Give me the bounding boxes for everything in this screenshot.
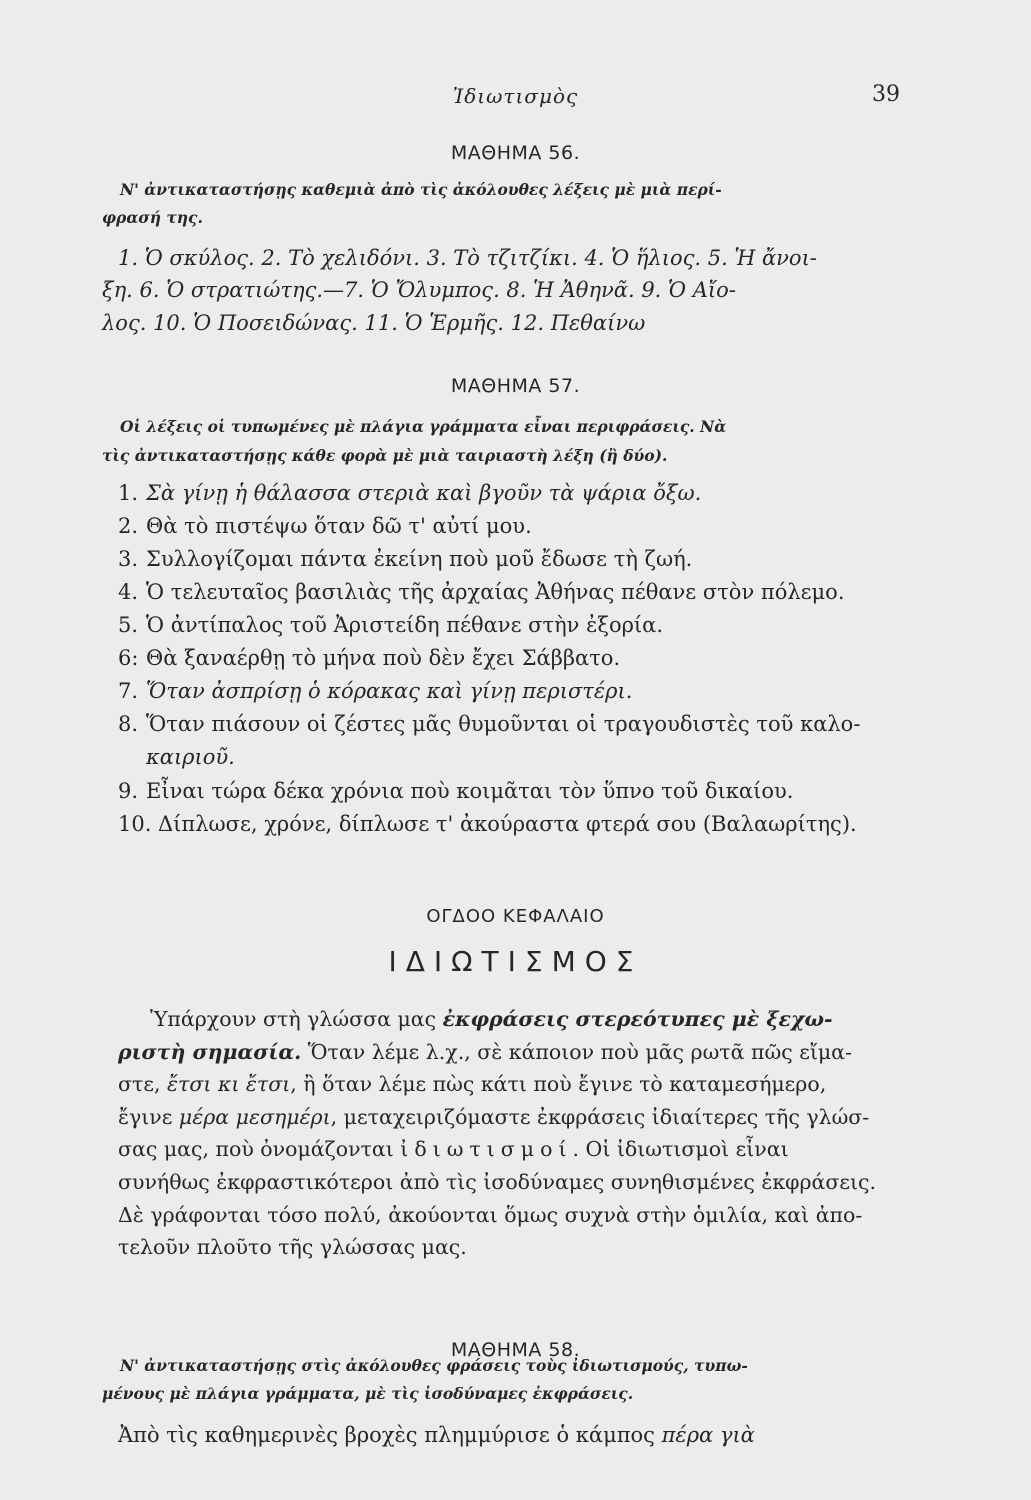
page-number: 39: [872, 82, 900, 107]
lesson-56-line: 1. Ὁ σκύλος. 2. Τὸ χελιδόνι. 3. Τὸ τζιτζίκι. 4. Ὁ ἥλιος. 5. Ἡ ἄνοι-: [118, 246, 817, 270]
item-number: 2.: [118, 514, 139, 538]
lesson-56-line: λος. 10. Ὁ Ποσειδώνας. 11. Ὁ Ἑρμῆς. 12. Πεθαίνω: [102, 311, 646, 335]
para-idiom: μέρα μεσημέρι: [178, 1104, 331, 1129]
para-emphasis: ἐκφράσεις στερεότυπες μὲ ξεχω-: [442, 1007, 833, 1031]
para-emphasis: ριστὴ σημασία.: [118, 1039, 302, 1064]
item-text: Δίπλωσε, χρόνε, δίπλωσε τ' ἀκούραστα φτερά σου (Βαλαωρίτης).: [158, 812, 857, 836]
lesson-57-item: [118, 610, 663, 640]
lesson-58-instruction-line: Ν' ἀντικαταστήσῃς στὶς ἀκόλουθες φράσεις τοὺς ἰδιωτισμούς, τυπω-: [120, 1356, 748, 1375]
para-idiom: ἔτσι κι ἔτσι: [167, 1072, 291, 1097]
para-line: Δὲ γράφονται τόσο πολύ, ἀκούονται ὅμως συχνὰ στὴν ὁμιλία, καὶ ἀπο-: [118, 1202, 863, 1227]
para-text: Ὑπάρχουν στὴ γλώσσα μας: [150, 1007, 443, 1031]
lesson-57-item: [118, 809, 857, 839]
item-number: 8.: [118, 712, 139, 736]
para-text: . Οἱ ἰδιωτισμοὶ εἶναι: [572, 1137, 789, 1162]
running-title: Ἰδιωτισμὸς: [452, 84, 579, 108]
item-number: 3.: [118, 547, 139, 571]
lesson-56-instruction-line: φρασή της.: [102, 208, 203, 227]
item-text: Ὅταν ἀσπρίσῃ ὁ κόρακας καὶ γίνῃ περιστέρι.: [146, 679, 633, 703]
item-text: Ὅταν πιάσουν οἱ ζέστες μᾶς θυμοῦνται οἱ τραγουδιστὲς τοῦ καλο-: [146, 712, 861, 736]
lesson-58-heading: ΜΑΘΗΜΑ 58.: [450, 1339, 581, 1361]
item-text: Σὰ γίνῃ ἡ θάλασσα στεριὰ καὶ βγοῦν τὰ ψάρια ὄξω.: [146, 481, 702, 505]
sentence-idiom: πέρα γιὰ: [661, 1423, 755, 1447]
item-text: Θὰ ξαναέρθῃ τὸ μήνα ποὺ δὲν ἔχει Σάββατο.: [146, 646, 621, 670]
sentence-text: Ἀπὸ τὶς καθημερινὲς βροχὲς πλημμύρισε ὁ κάμπος: [118, 1423, 662, 1447]
item-number: 1.: [118, 481, 139, 505]
item-number: 7.: [118, 679, 139, 703]
lesson-57-instruction-line: Οἱ λέξεις οἱ τυπωμένες μὲ πλάγια γράμματα εἶναι περιφράσεις. Νὰ: [120, 417, 727, 436]
item-text: Ὁ ἀντίπαλος τοῦ Ἀριστείδη πέθανε στὴν ἐξορία.: [146, 613, 664, 637]
para-text: ἔγινε: [118, 1104, 179, 1129]
chapter-intro-paragraph: [118, 1003, 898, 1264]
para-text: , ἢ ὅταν λέμε πὼς κάτι ποὺ ἔγινε τὸ καταμεσήμερο,: [290, 1072, 827, 1097]
item-number: 6:: [118, 646, 139, 670]
item-number: 4.: [118, 580, 139, 604]
lesson-57-item: [118, 776, 793, 806]
chapter-title: ΙΔΙΩΤΙΣΜΟΣ: [388, 945, 643, 978]
lesson-57-item: [118, 676, 632, 706]
para-text: στε,: [118, 1072, 167, 1097]
lesson-57-item: [118, 478, 701, 508]
lesson-56-line: ξη. 6. Ὁ στρατιώτης.—7. Ὁ Ὄλυμπος. 8. Ἡ Ἀθηνᾶ. 9. Ὁ Αἴο-: [102, 278, 736, 302]
item-text: Εἶναι τώρα δέκα χρόνια ποὺ κοιμᾶται τὸν ὕπνο τοῦ δικαίου.: [146, 779, 794, 803]
lesson-57-item: [118, 742, 235, 772]
lesson-57-item: [118, 511, 532, 541]
item-number: 9.: [118, 779, 139, 803]
lesson-57-item: [118, 643, 620, 673]
para-text: Ὅταν λέμε λ.χ., σὲ κάποιον ποὺ μᾶς ρωτᾶ πῶς εἴμα-: [301, 1039, 852, 1064]
item-text: καιριοῦ.: [146, 745, 235, 769]
para-text: σας μας, ποὺ ὀνομάζονται: [118, 1137, 401, 1162]
para-line: τελοῦν πλοῦτο τῆς γλώσσας μας.: [118, 1235, 467, 1260]
lesson-58-instruction-line: μένους μὲ πλάγια γράμματα, μὲ τὶς ἰσοδύναμες ἐκφράσεις.: [102, 1384, 634, 1403]
lesson-58-first-sentence: [118, 1420, 755, 1450]
lesson-57-item: [118, 544, 692, 574]
item-number: 10.: [118, 812, 152, 836]
item-number: 5.: [118, 613, 139, 637]
item-text: Ὁ τελευταῖος βασιλιὰς τῆς ἀρχαίας Ἀθήνας πέθανε στὸν πόλεμο.: [146, 580, 845, 604]
item-text: Θὰ τὸ πιστέψω ὅταν δῶ τ' αὐτί μου.: [146, 514, 532, 538]
item-text: Συλλογίζομαι πάντα ἐκείνη ποὺ μοῦ ἔδωσε τὴ ζωή.: [146, 547, 693, 571]
lesson-57-item: [118, 577, 845, 607]
lesson-57-instruction-line: τὶς ἀντικαταστήσῃς κάθε φορὰ μὲ μιὰ ταιριαστὴ λέξη (ἢ δύο).: [102, 446, 668, 465]
lesson-57-item: [118, 709, 860, 739]
chapter-label: ΟΓΔΟΟ ΚΕΦΑΛΑΙΟ: [426, 906, 605, 927]
lesson-56-heading: ΜΑΘΗΜΑ 56.: [450, 142, 581, 164]
para-text: , μεταχειριζόμαστε ἐκφράσεις ἰδιαίτερες τῆς γλώσ-: [330, 1104, 870, 1129]
para-term: ἰδιωτισμοί: [400, 1137, 573, 1162]
lesson-56-instruction-line: Ν' ἀντικαταστήσῃς καθεμιὰ ἀπὸ τὶς ἀκόλουθες λέξεις μὲ μιὰ περί-: [120, 180, 722, 199]
lesson-57-heading: ΜΑΘΗΜΑ 57.: [450, 375, 581, 397]
para-line: συνήθως ἐκφραστικότεροι ἀπὸ τὶς ἰσοδύναμες συνηθισμένες ἐκφράσεις.: [118, 1169, 877, 1194]
